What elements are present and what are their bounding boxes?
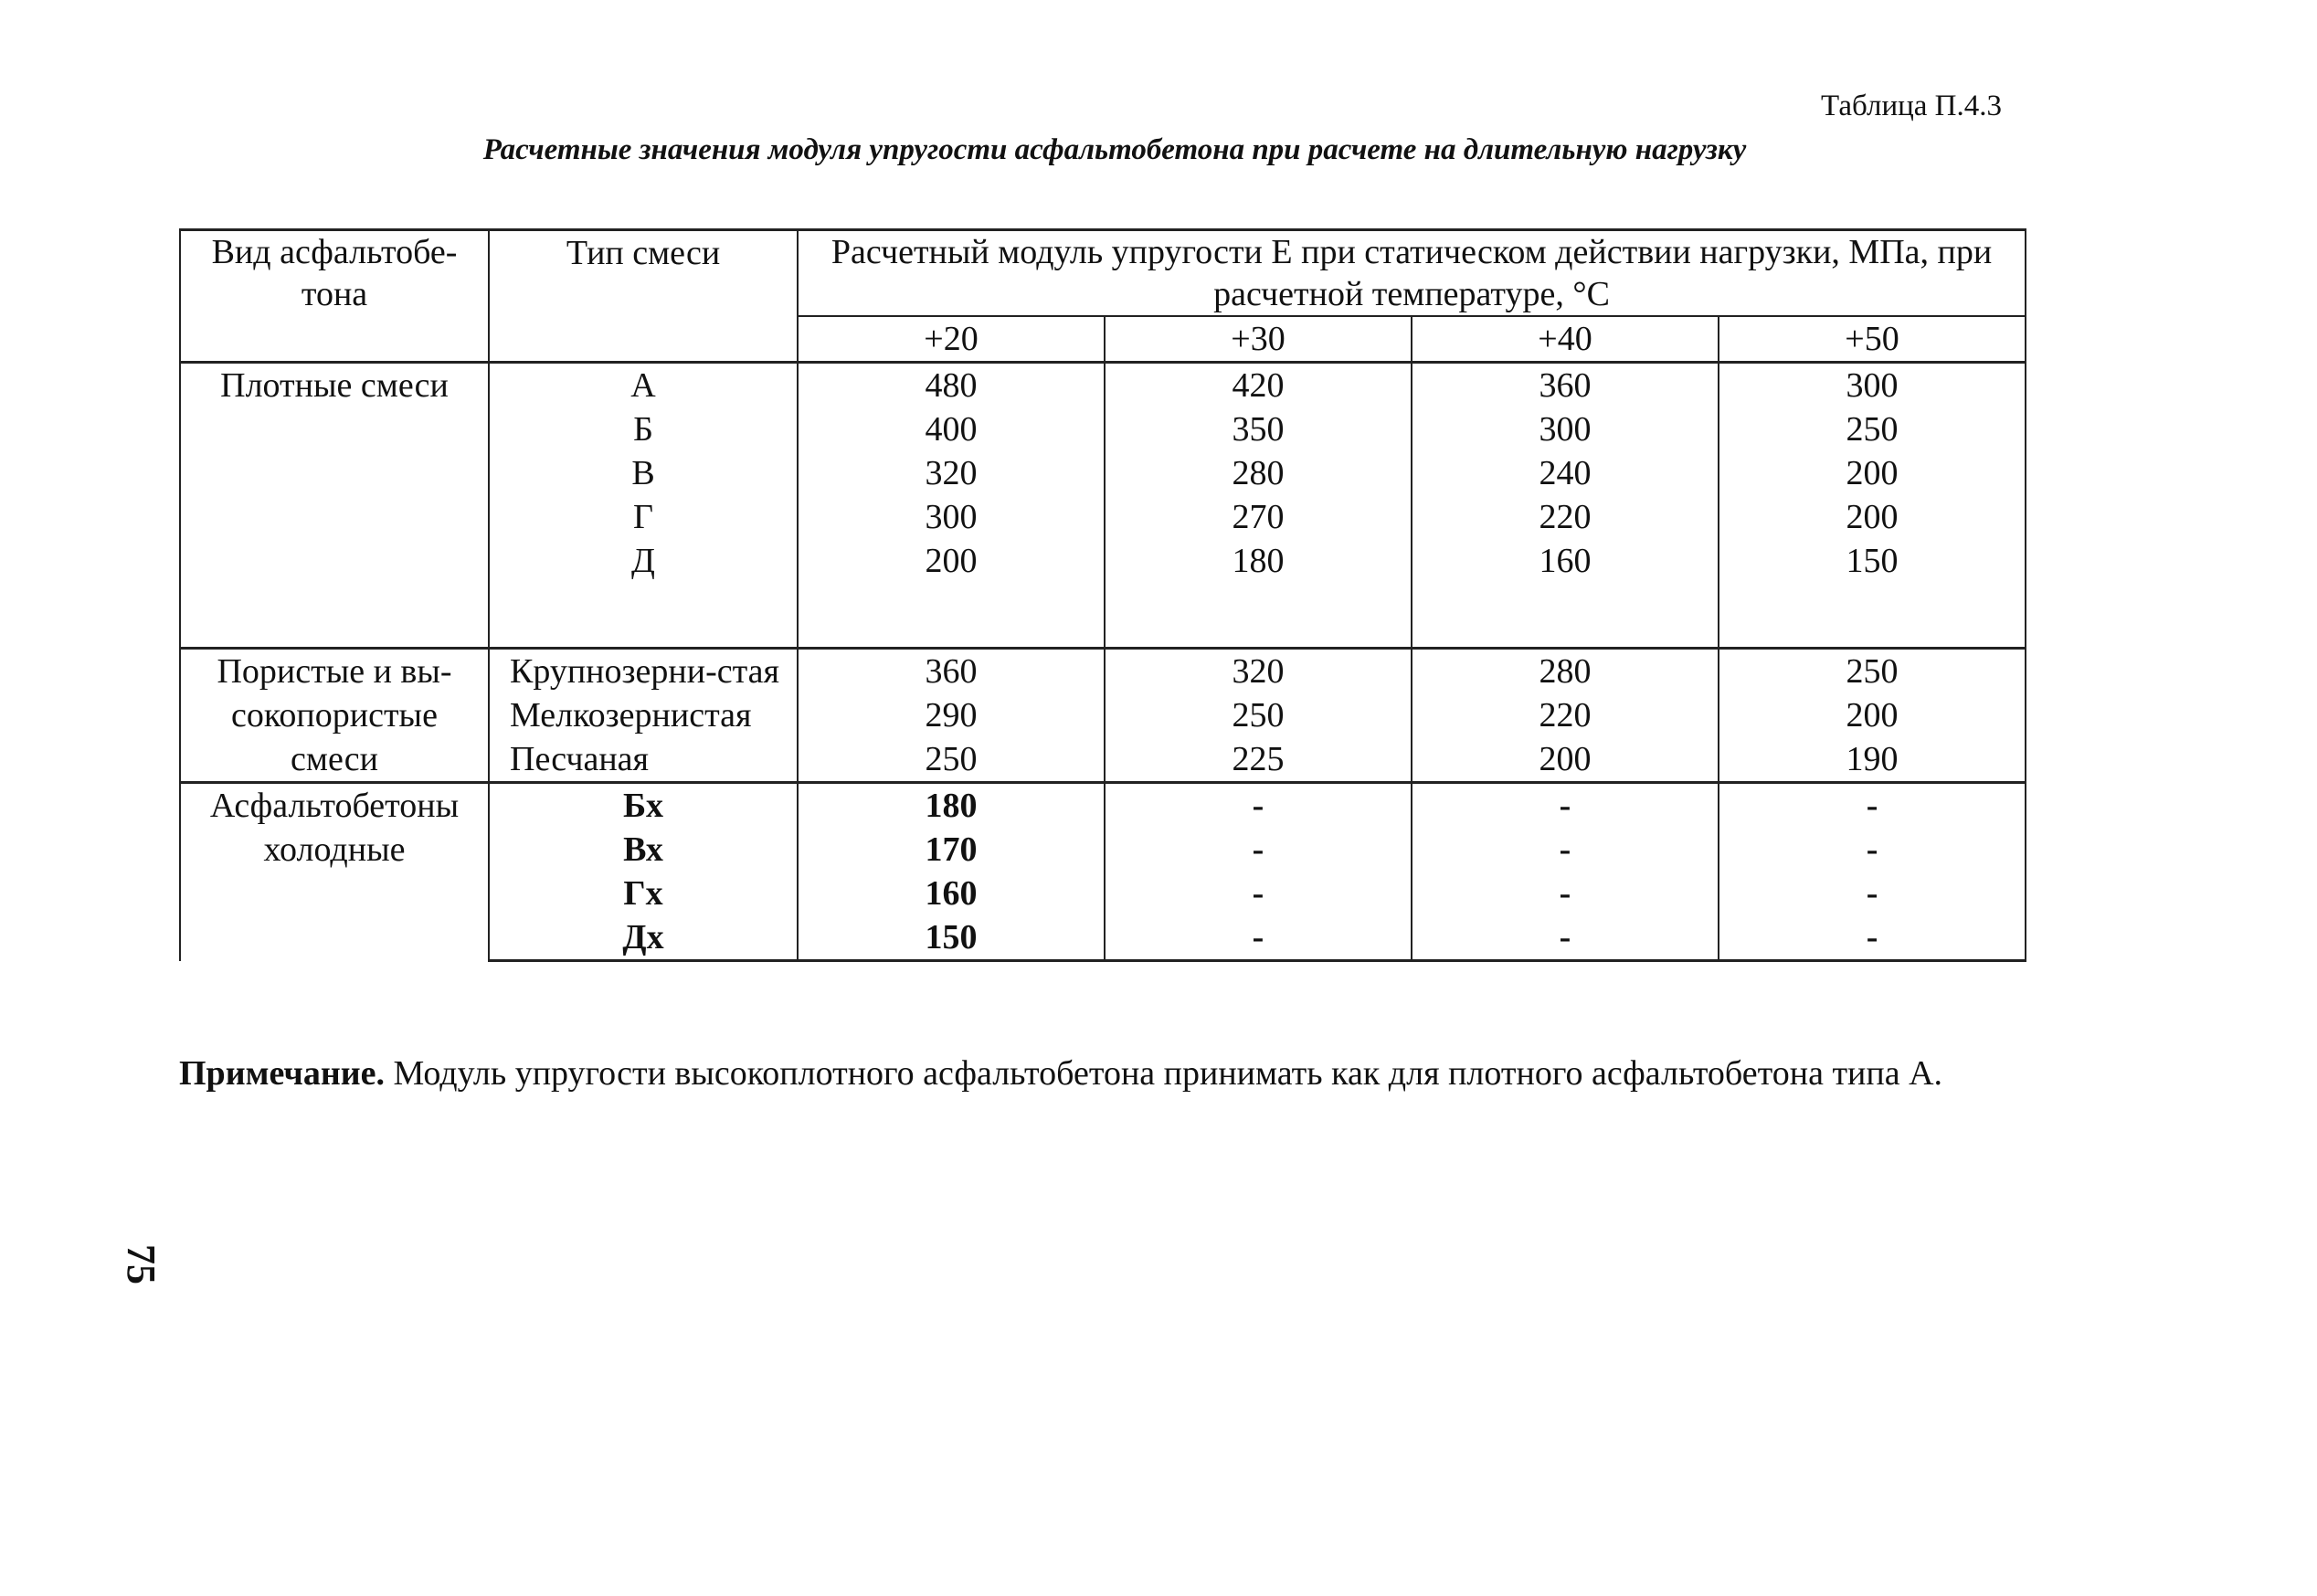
value-cell: 360 xyxy=(798,649,1105,694)
value-cell: 480 xyxy=(798,363,1105,408)
value-cell: - xyxy=(1412,915,1719,961)
mix-type: Д xyxy=(489,539,798,649)
mix-type: Гх xyxy=(489,872,798,915)
value-cell: 280 xyxy=(1105,451,1412,495)
value-cell: - xyxy=(1719,915,2026,961)
value-cell: 180 xyxy=(798,783,1105,829)
note-label: Примечание. xyxy=(179,1054,385,1093)
value-cell: 270 xyxy=(1105,495,1412,539)
value-cell: - xyxy=(1105,828,1412,872)
value-cell: 200 xyxy=(1719,693,2026,737)
value-cell: 350 xyxy=(1105,407,1412,451)
value-cell: - xyxy=(1412,828,1719,872)
value-cell: 250 xyxy=(798,737,1105,783)
mix-type: А xyxy=(489,363,798,408)
value-cell: 150 xyxy=(798,915,1105,961)
value-cell: 150 xyxy=(1719,539,2026,649)
value-cell: 320 xyxy=(798,451,1105,495)
header-temp-30: +30 xyxy=(1105,316,1412,363)
value-cell: - xyxy=(1105,783,1412,829)
value-cell: - xyxy=(1719,828,2026,872)
value-cell: 300 xyxy=(1719,363,2026,408)
table-number: Таблица П.4.3 xyxy=(1821,90,2002,122)
value-cell: 250 xyxy=(1719,407,2026,451)
mix-type: В xyxy=(489,451,798,495)
value-cell: 200 xyxy=(1412,737,1719,783)
value-cell: 190 xyxy=(1719,737,2026,783)
value-cell: 225 xyxy=(1105,737,1412,783)
value-cell: 200 xyxy=(1719,451,2026,495)
note xyxy=(179,1049,2043,1098)
value-cell: 220 xyxy=(1412,693,1719,737)
value-cell: 290 xyxy=(798,693,1105,737)
page-number: 75 xyxy=(119,1244,164,1284)
mix-type: Дх xyxy=(489,915,798,961)
value-cell: - xyxy=(1719,872,2026,915)
value-cell: 160 xyxy=(798,872,1105,915)
value-cell: - xyxy=(1412,783,1719,829)
value-cell: - xyxy=(1719,783,2026,829)
table-title: Расчетные значения модуля упругости асфальтобетона при расчете на длительную нагрузку xyxy=(482,133,1747,166)
value-cell: - xyxy=(1105,872,1412,915)
value-cell: 200 xyxy=(798,539,1105,649)
mix-type: Бх xyxy=(489,783,798,829)
value-cell: 250 xyxy=(1719,649,2026,694)
header-temp-20: +20 xyxy=(798,316,1105,363)
value-cell: 160 xyxy=(1412,539,1719,649)
value-cell: 200 xyxy=(1719,495,2026,539)
header-mix-type: Тип смеси xyxy=(489,230,798,363)
mix-type: Крупнозерни-стая xyxy=(489,649,798,694)
value-cell: 320 xyxy=(1105,649,1412,694)
group-name-dense: Плотные смеси xyxy=(180,363,489,649)
header-asphalt-kind: Вид асфальтобе-тона xyxy=(180,230,489,363)
mix-type: Вх xyxy=(489,828,798,872)
value-cell: 300 xyxy=(798,495,1105,539)
header-temp-40: +40 xyxy=(1412,316,1719,363)
value-cell: 250 xyxy=(1105,693,1412,737)
value-cell: 170 xyxy=(798,828,1105,872)
value-cell: - xyxy=(1105,915,1412,961)
header-modulus-group: Расчетный модуль упругости Е при статическом действии нагрузки, МПа, при расчетной температуре, °С xyxy=(798,230,2026,317)
header-temp-50: +50 xyxy=(1719,316,2026,363)
modulus-table xyxy=(179,228,2026,962)
value-cell: 300 xyxy=(1412,407,1719,451)
mix-type: Песчаная xyxy=(489,737,798,783)
value-cell: 420 xyxy=(1105,363,1412,408)
group-name-cold: Асфальтобетоны холодные xyxy=(180,783,489,961)
value-cell: 400 xyxy=(798,407,1105,451)
mix-type: Г xyxy=(489,495,798,539)
value-cell: 240 xyxy=(1412,451,1719,495)
mix-type: Мелкозернистая xyxy=(489,693,798,737)
note-text: Модуль упругости высокоплотного асфальтобетона принимать как для плотного асфальтобетона типа А. xyxy=(384,1054,1943,1093)
mix-type: Б xyxy=(489,407,798,451)
value-cell: 220 xyxy=(1412,495,1719,539)
value-cell: 280 xyxy=(1412,649,1719,694)
value-cell: 180 xyxy=(1105,539,1412,649)
value-cell: 360 xyxy=(1412,363,1719,408)
group-name-porous: Пористые и вы-сокопористые смеси xyxy=(180,649,489,783)
value-cell: - xyxy=(1412,872,1719,915)
